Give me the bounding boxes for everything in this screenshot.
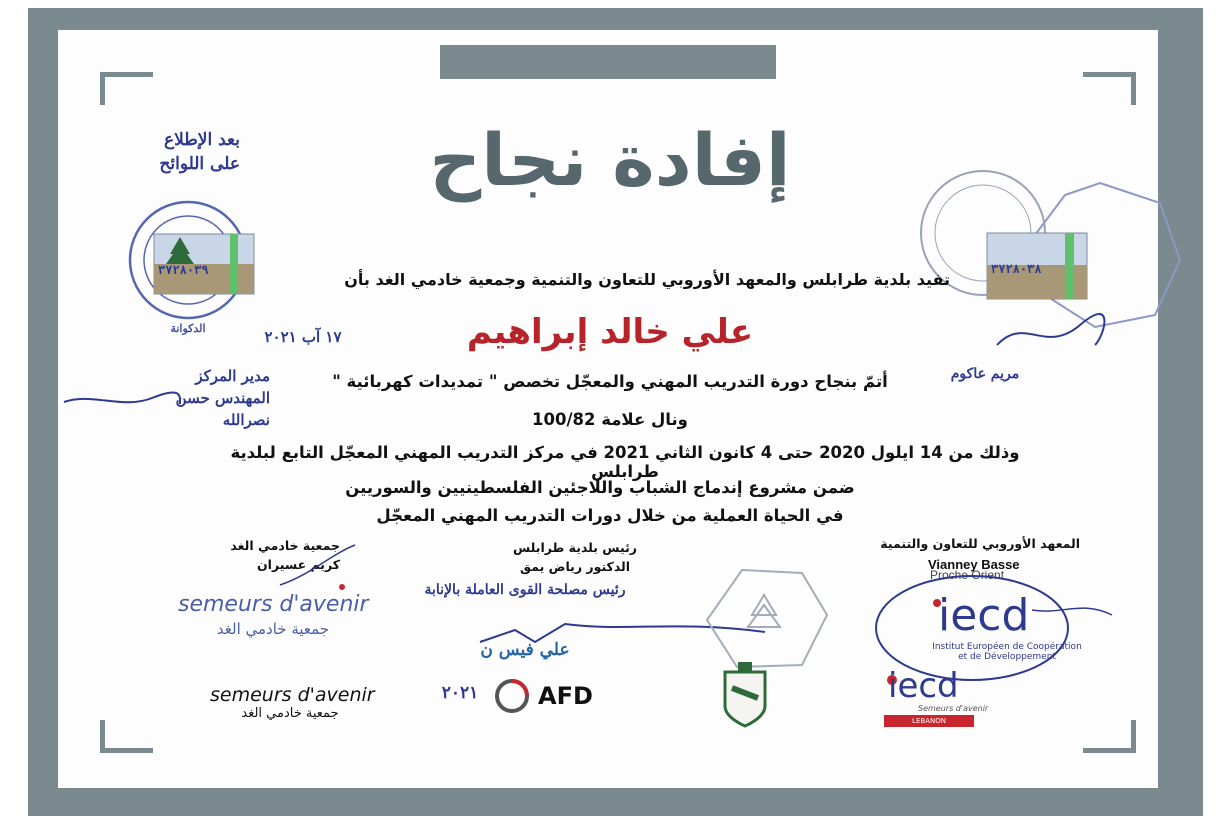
signatory-right-sub: Proche Orient: [930, 568, 1005, 582]
stamp-seal-text: الدكوانة: [170, 322, 206, 335]
semeurs-logo-bottom: semeurs d'avenir: [210, 684, 375, 706]
corner-ornament: [100, 720, 153, 753]
director-name: المهندس حسن نصرالله: [175, 389, 270, 429]
center-signature: علي فيس ن: [480, 640, 570, 660]
afd-logo: AFD: [538, 682, 593, 710]
signatory-right: [880, 536, 1080, 551]
iecd-stamp-subtitle: [912, 642, 1102, 662]
review-note-line: بعد الإطلاع: [163, 130, 240, 150]
intro-text: تفيد بلدية طرابلس والمعهد الأوروبي للتعاون والتنمية وجمعية خادمي الغد بأن: [344, 270, 950, 289]
period-line: وذلك من 14 ايلول 2020 حتى 4 كانون الثاني 2021 في مركز التدريب المهني المعجّل التابع لبلدية طرابلس: [230, 443, 1020, 481]
signatory-center-person: الدكتور رياض يمق: [519, 559, 631, 574]
official-stamps-right: [905, 165, 1195, 350]
date-note: ١٧ آب ٢٠٢١: [264, 328, 342, 346]
semeurs-logo-top: semeurs d'avenir: [178, 592, 369, 617]
recipient-name: علي خالد إبراهيم: [466, 312, 754, 352]
svg-text:٣٧٢٨٠٣٩: ٣٧٢٨٠٣٩: [158, 263, 209, 277]
svg-text:٣٧٢٨٠٣٨: ٣٧٢٨٠٣٨: [991, 262, 1042, 276]
director-signature-stroke: [62, 384, 182, 414]
iecd-logo: iecd: [888, 666, 959, 706]
semeurs-logo-top-arabic: جمعية خادمي الغد: [216, 620, 330, 638]
center-signature-note: رئيس مصلحة القوى العاملة بالإنابة: [424, 582, 626, 598]
semeurs-logo-bottom-arabic: جمعية خادمي الغد: [241, 706, 339, 721]
signatory-left-person: كريم عسيران: [257, 557, 340, 572]
review-note-line: على اللوائح: [159, 154, 240, 174]
review-note: [120, 128, 240, 176]
grade-line: ونال علامة 100/82: [532, 410, 688, 429]
project-line-2: في الحياة العملية من خلال دورات التدريب المهني المعجّل: [376, 506, 844, 525]
corner-ornament: [1083, 720, 1136, 753]
project-line: ضمن مشروع إندماج الشباب واللاجئين الفلسطينيين والسوريين: [345, 478, 855, 497]
signatory-center: [500, 540, 650, 574]
certificate-title: إفادة نجاح: [429, 118, 791, 202]
iecd-stamp-subtitle-line: et de Développement: [958, 652, 1056, 662]
iecd-stamp-subtitle-line: Institut Européen de Coopération: [932, 642, 1082, 652]
iecd-logo-subtitle: Semeurs d'avenir: [918, 704, 989, 713]
municipality-crest-logo: [720, 658, 770, 728]
corner-ornament: [100, 72, 153, 105]
signatory-right-org: المعهد الأوروبي للتعاون والتنمية: [880, 536, 1080, 551]
afd-circle-icon: [494, 678, 534, 718]
municipal-stamp-left: [118, 192, 268, 342]
signatory-left-org: جمعية خادمي الغد: [230, 538, 340, 553]
corner-ornament: [1083, 72, 1136, 105]
left-signature-stroke: [270, 535, 365, 590]
right-stamp-name: مريم عاكوم: [950, 366, 1020, 382]
signatory-center-org: رئيس بلدية طرابلس: [513, 540, 637, 555]
iecd-country-bar: LEBANON: [884, 715, 974, 727]
title-ribbon: [458, 45, 758, 79]
course-line: أتمّ بنجاح دورة التدريب المهني والمعجّل تخصص " تمديدات كهربائية ": [332, 372, 888, 391]
signatory-right-person: Vianney Basse: [928, 557, 1020, 572]
director-title: مدير المركز: [195, 367, 270, 385]
afd-year: ٢٠٢١: [441, 683, 479, 703]
iecd-stamp-logo: iecd: [938, 590, 1030, 641]
